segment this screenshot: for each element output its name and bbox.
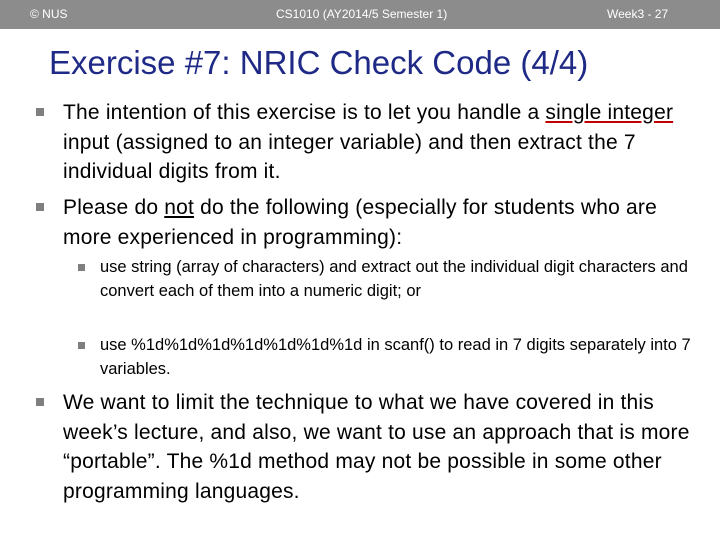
bullet-do-not bbox=[63, 193, 703, 252]
bullet-intention bbox=[63, 98, 703, 187]
sub-bullet-scanf bbox=[100, 334, 705, 381]
not-emphasis: not bbox=[164, 196, 195, 219]
sub-bullet-text: use %1d%1d%1d%1d%1d%1d%1d in scanf() to read in 7 digits separately into 7 variables. bbox=[100, 336, 691, 378]
bullet-text-part: The intention of this exercise is to let you handle a bbox=[63, 101, 546, 124]
single-integer-text: single integer bbox=[545, 101, 674, 124]
bullet-text-part: Please do bbox=[63, 196, 165, 219]
sub-bullet-string bbox=[100, 256, 705, 303]
bullet-text-part: do the following (especially for students who are more experienced in programming): bbox=[63, 196, 657, 249]
header-bar bbox=[0, 0, 720, 29]
bullet-text: We want to limit the technique to what we have covered in this week’s lecture, and also, we want to use an approach that is more “portable”. The %1d method may not be possible in some other programming languages. bbox=[63, 391, 690, 503]
bullet-marker bbox=[36, 398, 44, 406]
slide-title: Exercise #7: NRIC Check Code (4/4) bbox=[49, 44, 589, 81]
slide-number: Week3 - 27 bbox=[607, 7, 669, 21]
bullet-marker bbox=[36, 203, 44, 211]
bullet-marker bbox=[36, 108, 44, 116]
bullet-limit-technique bbox=[63, 388, 703, 506]
bullet-marker bbox=[78, 264, 85, 271]
sub-bullet-text: use string (array of characters) and extract out the individual digit characters and convert each of them into a numeric digit; or bbox=[100, 258, 688, 300]
copyright-label: © NUS bbox=[30, 7, 68, 21]
bullet-marker bbox=[78, 342, 85, 349]
bullet-text-part: input (assigned to an integer variable) and then extract the 7 individual digits from it. bbox=[63, 130, 636, 183]
course-label: CS1010 (AY2014/5 Semester 1) bbox=[276, 7, 448, 21]
